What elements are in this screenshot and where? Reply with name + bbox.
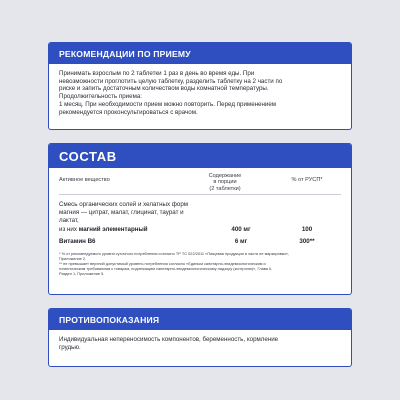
row-percent: 100	[301, 225, 313, 233]
row-amount: 400 мг	[231, 225, 251, 233]
row-name: Витамин B6	[59, 237, 96, 245]
row-amount: 6 мг	[234, 237, 248, 245]
composition-footnotes: * % от рекомендуемого уровня суточного потребления согласно ТР ТС 022/2011 «Пищевая продукция в части ее маркировки», Приложение 2. ** не превышает верхний допустимый уровень потребления согласно «Единым санитарно-эпидемиологическим и гигиеническим требованиям к товарам, подлежащим санитарно-эпидемиологическому надзору (контролю)», Глава II, Раздел 1, Приложение 5.	[59, 251, 289, 276]
row-percent: 300**	[299, 237, 315, 245]
composition-table-header	[49, 168, 351, 194]
recommendations-line: невозможности проглотить целую таблетку, разделить таблетку на 2 части по	[59, 77, 283, 85]
contraindications-text: Индивидуальная непереносимость компонентов, беременность, кормление грудью.	[59, 336, 279, 351]
composition-card	[48, 143, 352, 295]
recommendations-line: 1 месяц. При необходимости прием можно повторить. Перед применением	[59, 100, 277, 108]
recommendations-line: рекомендуется проконсультироваться с врачом.	[59, 108, 198, 116]
header-percent-rda: % от РУСП*	[291, 177, 323, 183]
recommendations-card	[48, 42, 352, 130]
composition-title: СОСТАВ	[49, 144, 351, 168]
contraindications-title: ПРОТИВОПОКАЗАНИЯ	[49, 309, 351, 330]
row-name: из них магний элементарный	[59, 225, 148, 233]
table-row-magnesium	[49, 226, 351, 234]
table-row-vitamin-b6	[49, 238, 351, 246]
recommendations-text	[49, 64, 351, 116]
composition-description: Смесь органических солей и хелатных форм магния — цитрат, малат, глицинат, таурат и лактат,	[59, 201, 189, 225]
recommendations-line: Продолжительность приема:	[59, 93, 142, 101]
recommendations-line: Принимать взрослым по 2 таблетки 1 раз в день во время еды. При	[59, 70, 255, 77]
recommendations-line: риске и запить достаточным количеством воды комнатной температуры.	[59, 85, 269, 93]
contraindications-card	[48, 308, 352, 367]
recommendations-title: РЕКОМЕНДАЦИИ ПО ПРИЕМУ	[49, 43, 351, 64]
header-active-substance: Активное вещество	[59, 177, 110, 183]
header-amount: Содержание в порции (2 таблетки)	[208, 173, 242, 192]
